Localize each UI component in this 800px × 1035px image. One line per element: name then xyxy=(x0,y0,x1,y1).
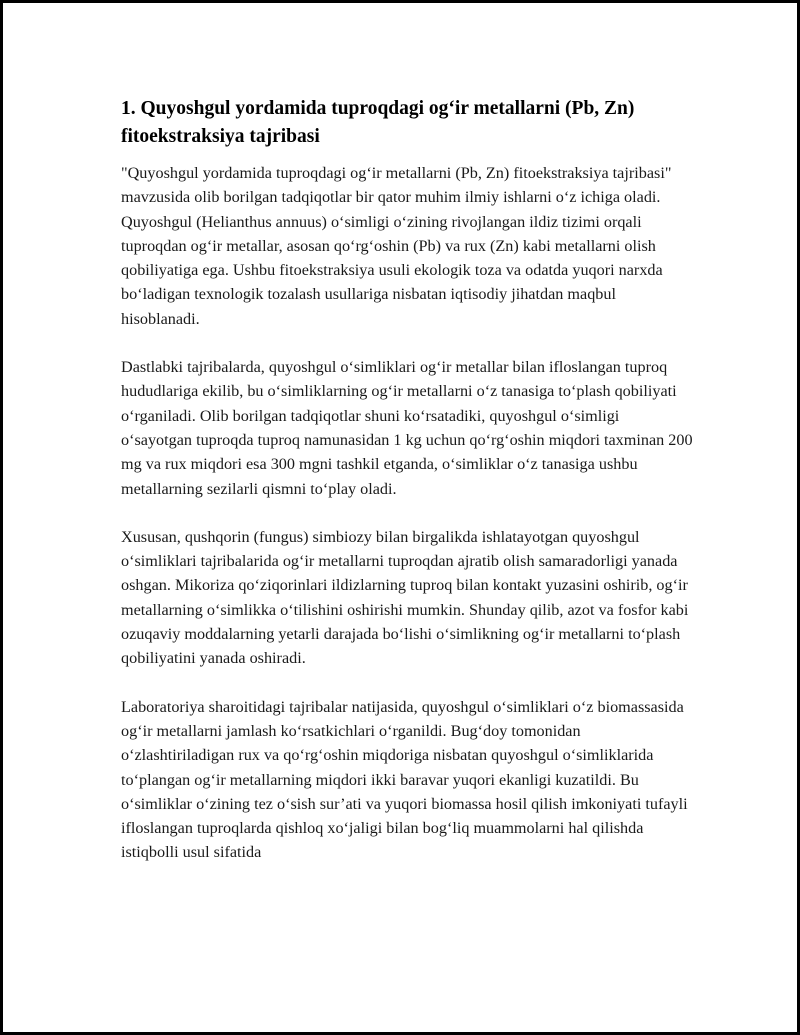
document-body xyxy=(121,95,693,889)
paragraph-2: Dastlabki tajribalarda, quyoshgul o‘simliklari og‘ir metallar bilan ifloslangan tuproq hududlariga ekilib, bu o‘simliklarning og‘ir metallarni o‘z tanasiga to‘plash qobiliyati o‘rganiladi. Olib borilgan tadqiqotlar shuni ko‘rsatadiki, quyoshgul o‘simligi o‘sayotgan tuproqda tuproq namunasidan 1 kg uchun qo‘rg‘oshin miqdori taxminan 200 mg va rux miqdori esa 300 mgni tashkil etganda, o‘simliklar o‘z tanasiga ushbu metallarning sezilarli qismni to‘play oladi. xyxy=(121,358,693,498)
paragraph-1: "Quyoshgul yordamida tuproqdagi og‘ir metallarni (Pb, Zn) fitoekstraksiya tajribasi" mavzusida olib borilgan tadqiqotlar bir qator muhim ilmiy ishlarni o‘z ichiga oladi. Quyoshgul (Helianthus annuus) o‘simligi o‘zining rivojlangan ildiz tizimi orqali tuproqdan og‘ir metallar, asosan qo‘rg‘oshin (Pb) va rux (Zn) kabi metallarni olish qobiliyatiga ega. Ushbu fitoekstraksiya usuli ekologik toza va odatda yuqori narxda bo‘ladigan texnologik tozalash usullariga nisbatan iqtisodiy jihatdan maqbul hisoblanadi. xyxy=(121,164,672,328)
paragraph-4: Laboratoriya sharoitidagi tajribalar natijasida, quyoshgul o‘simliklari o‘z biomassasida og‘ir metallarni jamlash ko‘rsatkichlari o‘rganildi. Bug‘doy tomonidan o‘zlashtiriladigan rux va qo‘rg‘oshin miqdoriga nisbatan quyoshgul o‘simliklarida to‘plangan og‘ir metallarning miqdori ikki baravar yuqori ekanligi kuzatildi. Bu o‘simliklar o‘zining tez o‘sish sur’ati va yuqori biomassa hosil qilish imkoniyati tufayli ifloslangan tuproqlarda qishloq xo‘jaligi bilan bog‘liq muammolarni hal qilishda istiqbolli usul sifatida xyxy=(121,697,688,862)
section-heading: 1. Quyoshgul yordamida tuproqdagi og‘ir metallarni (Pb, Zn) fitoekstraksiya tajribasi xyxy=(121,98,635,147)
paragraph-3: Xususan, qushqorin (fungus) simbiozy bilan birgalikda ishlatayotgan quyoshgul o‘simliklari tajribalarida og‘ir metallarni tuproqdan ajratib olish samaradorligi yanada oshgan. Mikoriza qo‘ziqorinlari ildizlarning tuproq bilan kontakt yuzasini oshirib, og‘ir metallarning o‘simlikka o‘tilishini oshirishi mumkin. Shunday qilib, azot va fosfor kabi ozuqaviy moddalarning yetarli darajada bo‘lishi o‘simlikning og‘ir metallarni to‘plash qobiliyatini yanada oshiradi. xyxy=(121,527,689,668)
